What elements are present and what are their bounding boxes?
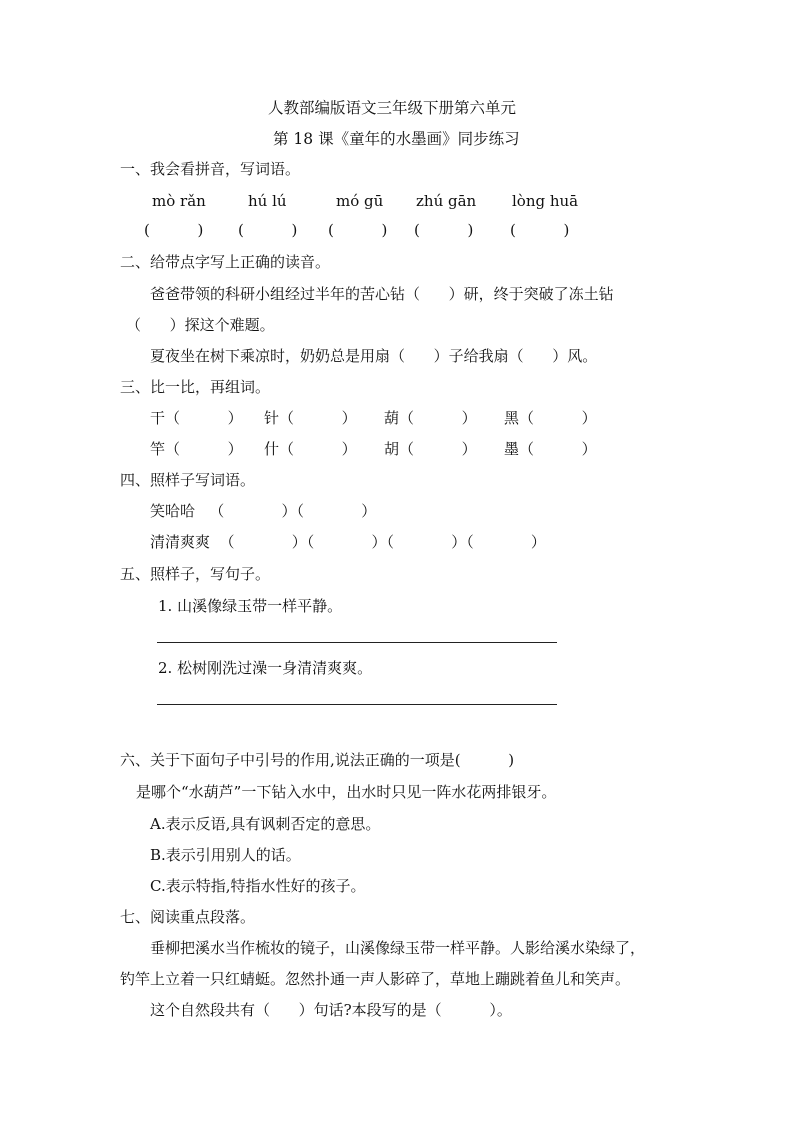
- q4-example-row[interactable]: 笑哈哈 （ ）（ ）: [150, 502, 377, 520]
- word-compare-item[interactable]: 墨（ ）: [504, 440, 597, 458]
- answer-blank[interactable]: ( ): [144, 221, 204, 239]
- q3-heading: 三、比一比，再组词。: [120, 378, 271, 396]
- q2-heading: 二、给带点字写上正确的读音。: [120, 253, 331, 271]
- q4-heading: 四、照样子写词语。: [120, 471, 256, 489]
- q2-sentence-line: 夏夜坐在树下乘凉时，奶奶总是用扇（ ）子给我扇（ ）风。: [150, 347, 598, 365]
- q6-option[interactable]: C.表示特指,特指水性好的孩子。: [150, 877, 366, 895]
- word-compare-item[interactable]: 干（ ）: [150, 409, 243, 427]
- word-compare-item[interactable]: 针（ ）: [264, 409, 357, 427]
- q6-option[interactable]: B.表示引用别人的话。: [150, 846, 301, 864]
- pinyin-item: mò rǎn: [152, 192, 206, 210]
- word-compare-item[interactable]: 竿（ ）: [150, 440, 243, 458]
- q2-sentence-line: （ ）探这个难题。: [126, 316, 275, 334]
- q7-paragraph-line: 钓竿上立着一只红蜻蜓。忽然扑通一声人影碎了，草地上蹦跳着鱼儿和笑声。: [120, 970, 631, 988]
- answer-line[interactable]: [157, 642, 557, 643]
- q6-option[interactable]: A.表示反语,具有讽刺否定的意思。: [150, 815, 381, 833]
- pinyin-item: lòng huā: [512, 192, 579, 210]
- q5-item: 1. 山溪像绿玉带一样平静。: [158, 597, 343, 615]
- pinyin-item: mó gū: [336, 192, 384, 210]
- q5-item: 2. 松树刚洗过澡一身清清爽爽。: [158, 659, 373, 677]
- q7-heading: 七、阅读重点段落。: [120, 908, 256, 926]
- answer-line[interactable]: [157, 704, 557, 705]
- q5-heading: 五、照样子，写句子。: [120, 565, 271, 583]
- word-compare-item[interactable]: 葫（ ）: [384, 409, 477, 427]
- word-compare-item[interactable]: 胡（ ）: [384, 440, 477, 458]
- answer-blank[interactable]: ( ): [328, 221, 388, 239]
- answer-blank[interactable]: ( ): [510, 221, 570, 239]
- word-compare-item[interactable]: 什（ ）: [264, 440, 357, 458]
- pinyin-item: zhú gān: [416, 192, 477, 210]
- answer-blank[interactable]: ( ): [238, 221, 298, 239]
- q6-sentence: 是哪个“水葫芦”一下钻入水中，出水时只见一阵水花两排银牙。: [136, 783, 557, 801]
- q4-example-row[interactable]: 清清爽爽 （ ）（ ）（ ）（ ）: [150, 533, 546, 551]
- q7-paragraph-line: 垂柳把溪水当作梳妆的镜子，山溪像绿玉带一样平静。人影给溪水染绿了，: [150, 939, 646, 957]
- answer-blank[interactable]: ( ): [414, 221, 474, 239]
- q6-heading: 六、关于下面句子中引号的作用,说法正确的一项是( ): [120, 751, 515, 769]
- worksheet-title: 人教部编版语文三年级下册第六单元: [268, 99, 517, 117]
- lesson-title: 第 18 课《童年的水墨画》同步练习: [273, 130, 520, 148]
- q7-question[interactable]: 这个自然段共有（ ）句话?本段写的是（ ）。: [150, 1001, 512, 1019]
- q1-heading: 一、我会看拼音，写词语。: [120, 160, 301, 178]
- q2-sentence-line: 爸爸带领的科研小组经过半年的苦心钻（ ）研，终于突破了冻土钻: [150, 285, 614, 303]
- word-compare-item[interactable]: 黑（ ）: [504, 409, 597, 427]
- pinyin-item: hú lú: [248, 192, 287, 210]
